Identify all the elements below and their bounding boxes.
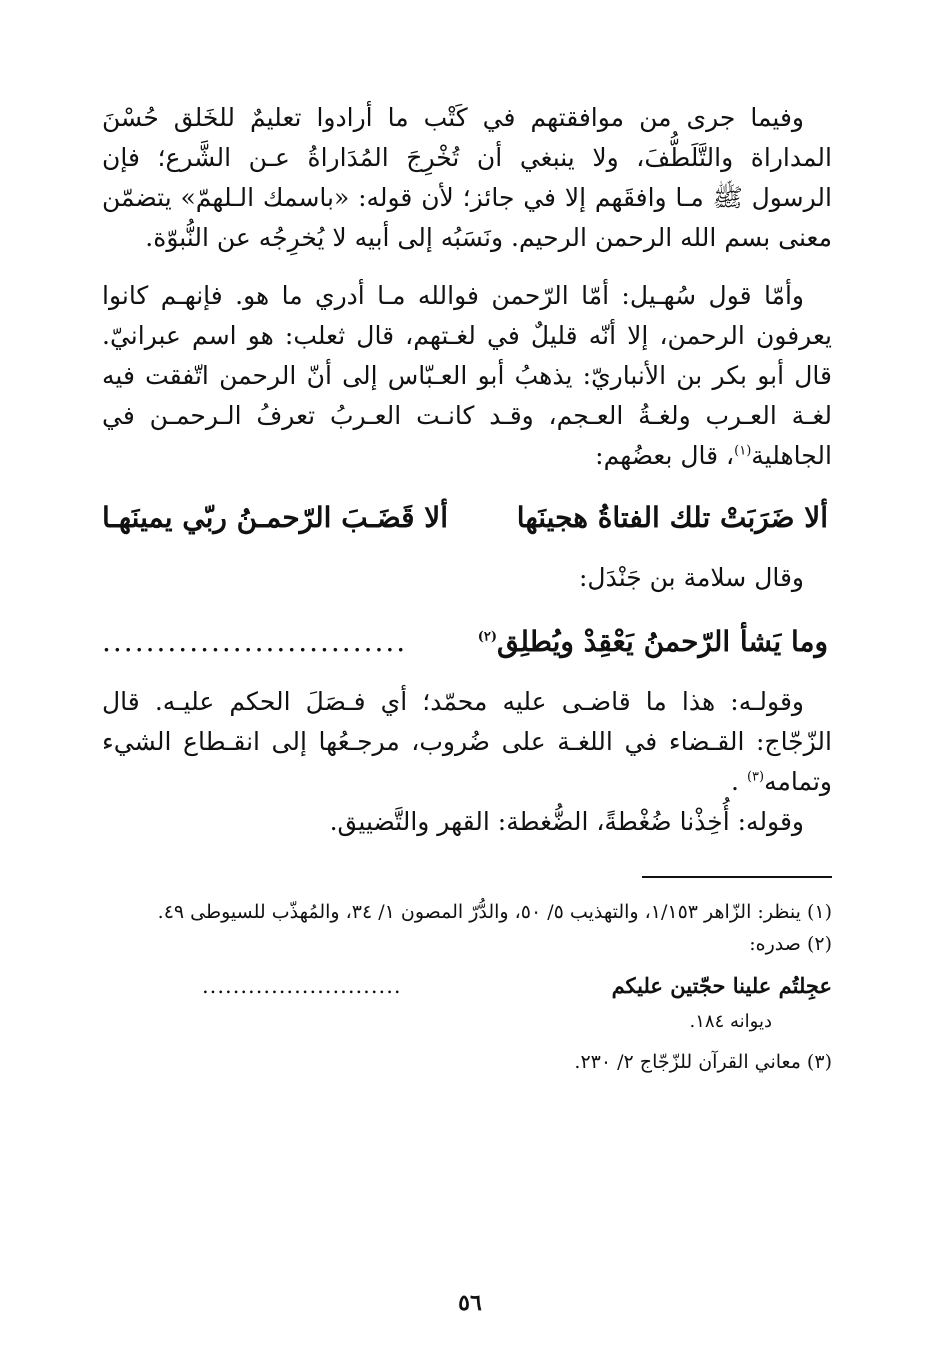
paragraph-2 <box>102 276 832 476</box>
poetry-verse-1 <box>102 496 832 540</box>
footnote-1: (١) ينظر: الزّاهر ١/١٥٣، والتهذيب ٥/ ٥٠، والدُّرّ المصون ١/ ٣٤، والمُهذّب للسيوطى ٤٩. <box>157 901 832 923</box>
footnote-2-source: ديوانه ١٨٤. <box>689 1011 772 1032</box>
paragraph-2-end: ، قال بعضُهم: <box>595 441 735 470</box>
verse-1-second-hemistich: ألا قَضَـبَ الرّحمـنُ ربّي يمينَهـا <box>102 501 449 534</box>
paragraph-2-text: وأمّا قول سُهـيل: أمّا الرّحمن فوالله مـا أدري ما هو. فإنهـم كانوا يعرفون الرحمن، إلا أنّه قليلٌ في لغـتهم، قال ثعلب: هو اسم عبرانيّ. قال أبو بكر بن الأنباريّ: يذهبُ أبو العـبّاس إلى أنّ الرحمن اتّفقت فيه لغـة العـرب ولغـةُ العـجم، وقـد كانـت العـربُ تعرفُ الـرحمـن في الجاهلية <box>102 281 832 470</box>
footnote-separator <box>642 876 832 878</box>
footnote-ref-2: (٢) <box>477 629 498 645</box>
main-text <box>102 98 832 476</box>
paragraph-3-end: . <box>731 767 747 796</box>
verse-2-intro: وقال سلامة بن جَنْدَل: <box>579 563 804 592</box>
paragraph-3 <box>102 682 832 802</box>
footnote-3: (٣) معاني القرآن للزّجّاج ٢/ ٢٣٠. <box>574 1051 832 1073</box>
verse-2-hemistich <box>478 620 828 664</box>
footnotes <box>102 896 832 1078</box>
footnote-2-verse <box>202 970 832 1002</box>
footnote-2-hemistich: عجِلتُم علينا حجّتين عليكم <box>611 973 832 998</box>
footnote-2-dots: .......................... <box>202 974 402 998</box>
verse-1-first-hemistich: ألا ضَرَبَتْ تلك الفتاةُ هجينَها <box>516 501 828 534</box>
verse-2-omitted-dots: ............................ <box>102 625 408 658</box>
poetry-verse-2 <box>102 620 832 664</box>
main-text-continued <box>102 682 832 842</box>
paragraph-4: وقوله: أُخِذْنا ضُغْطةً، الضُّغطة: القهر والتَّضييق. <box>329 807 804 836</box>
footnote-ref-3: (٣) <box>746 769 765 785</box>
verse-2-text: وما يَشأ الرّحمنُ يَعْقِدْ ويُطلِق <box>497 625 828 658</box>
footnote-ref-1: (١) <box>734 443 752 459</box>
paragraph-3-text: وقولـه: هذا ما قاضـى عليه محمّد؛ أي فـصَلَ الحكم عليـه. قال الزّجّاج: القـضاء في اللغـة على ضُروب، مرجـعُها إلى انقـطاع الشيء وتمامه <box>102 687 832 796</box>
page-number: ٥٦ <box>458 1290 482 1316</box>
paragraph-1: وفيما جرى من موافقتهم في كَتْب ما أرادوا تعليمٌ للخَلق حُسْنَ المداراة والتَّلَطُّفَ، ولا ينبغي أن تُخْرِجَ المُدَاراةُ عـن الشَّرع؛ فإن الرسول ﷺ مـا وافقَهم إلا في جائز؛ لأن قوله: «باسمك الـلهمّ» يتضمّن معنى بسم الله الرحمن الرحيم. ونَسَبُه إلى أبيه لا يُخرِجُه عن النُّبوّة. <box>102 103 832 252</box>
footnote-2-label: (٢) صدره: <box>749 933 832 955</box>
